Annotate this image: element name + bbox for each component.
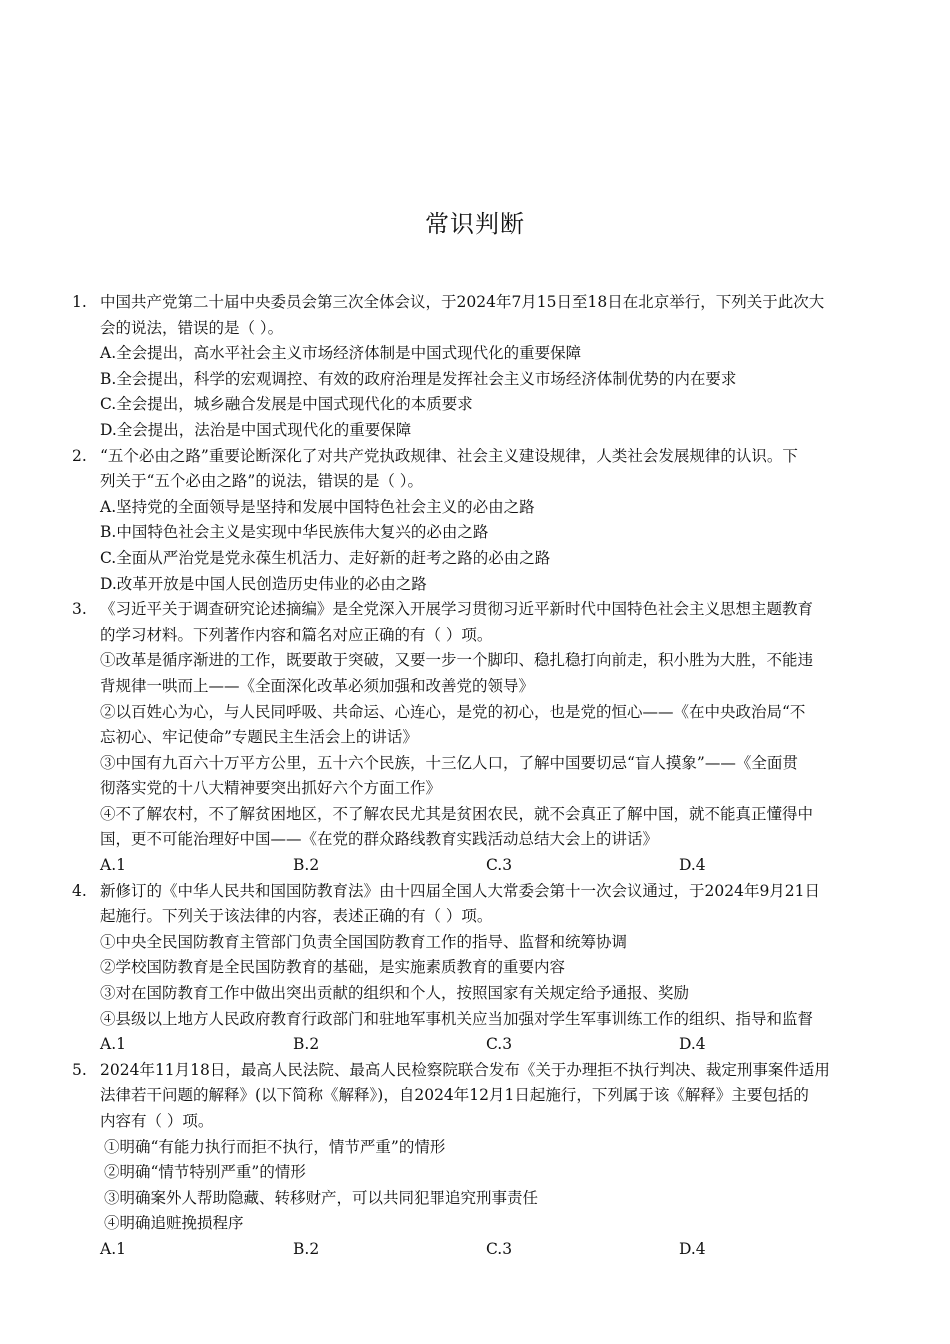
statement-line: ②以百姓心为心，与人民同呼吸、共命运、心连心，是党的初心，也是党的恒心——《在中央政治局“不 bbox=[100, 702, 806, 721]
question-stem-line: 中国共产党第二十届中央委员会第三次全体会议，于2024年7月15日至18日在北京举行，下列关于此次大 bbox=[100, 293, 825, 311]
statement-line: 背规律一哄而上——《全面深化改革必须加强和改善党的领导》 bbox=[100, 676, 535, 695]
question-stem-line: 新修订的《中华人民共和国国防教育法》由十四届全国人大常委会第十一次会议通过，于2024年9月21日 bbox=[100, 881, 821, 900]
choice-row bbox=[100, 1032, 872, 1058]
choice-b: B.2 bbox=[293, 1239, 320, 1258]
question-stem-line: 法律若干问题的解释》(以下简称《解释》)，自2024年12月1日起施行，下列属于该《解释》主要包括的 bbox=[100, 1086, 809, 1105]
choice-a: A.1 bbox=[100, 1035, 126, 1054]
statement-line: ②明确“情节特别严重”的情形 bbox=[104, 1163, 306, 1182]
option-a: A.坚持党的全面领导是坚持和发展中国特色社会主义的必由之路 bbox=[100, 497, 535, 516]
choice-d: D.4 bbox=[679, 1239, 706, 1258]
choice-b: B.2 bbox=[293, 1035, 320, 1054]
statement-line: ②学校国防教育是全民国防教育的基础，是实施素质教育的重要内容 bbox=[100, 958, 566, 977]
choice-c: C.3 bbox=[486, 1035, 513, 1054]
option-b: B.全会提出，科学的宏观调控、有效的政府治理是发挥社会主义市场经济体制优势的内在要求 bbox=[100, 369, 737, 388]
option-d: D.全会提出，法治是中国式现代化的重要保障 bbox=[100, 420, 412, 439]
statement-line: ④不了解农村，不了解贫困地区，不了解农民尤其是贫困农民，就不会真正了解中国，就不能真正懂得中 bbox=[100, 804, 814, 823]
statement-line: ③对在国防教育工作中做出突出贡献的组织和个人，按照国家有关规定给予通报、奖励 bbox=[100, 984, 690, 1003]
question-stem-line: 《习近平关于调查研究论述摘编》是全党深入开展学习贯彻习近平新时代中国特色社会主义思想主题教育 bbox=[100, 600, 814, 619]
option-b: B.中国特色社会主义是实现中华民族伟大复兴的必由之路 bbox=[100, 523, 489, 542]
question-number: 1. bbox=[72, 293, 87, 311]
question-stem-line: 列关于“五个必由之路”的说法，错误的是（ ）。 bbox=[100, 472, 424, 491]
option-a: A.全会提出，高水平社会主义市场经济体制是中国式现代化的重要保障 bbox=[100, 344, 582, 363]
page-title: 常识判断 bbox=[425, 210, 525, 238]
question-number: 5. bbox=[72, 1060, 87, 1079]
question-stem-line: 内容有（ ）项。 bbox=[100, 1112, 214, 1130]
option-c: C.全会提出，城乡融合发展是中国式现代化的本质要求 bbox=[100, 395, 473, 414]
question-stem-line: 会的说法，错误的是（ ）。 bbox=[100, 318, 284, 337]
question-stem-line: 2024年11月18日，最高人民法院、最高人民检察院联合发布《关于办理拒不执行判决、裁定刑事案件适用 bbox=[100, 1060, 830, 1079]
question-4 bbox=[72, 879, 872, 1058]
statement-line: ④明确追赃挽损程序 bbox=[104, 1214, 244, 1233]
statement-line: ③中国有九百六十万平方公里，五十六个民族，十三亿人口，了解中国要切忌“盲人摸象”——《全面贯 bbox=[100, 753, 798, 772]
option-d: D.改革开放是中国人民创造历史伟业的必由之路 bbox=[100, 574, 427, 593]
statement-line: ③明确案外人帮助隐藏、转移财产，可以共同犯罪追究刑事责任 bbox=[104, 1188, 539, 1207]
question-number: 4. bbox=[72, 881, 87, 900]
choice-a: A.1 bbox=[100, 856, 126, 875]
choice-row bbox=[100, 853, 872, 879]
choice-c: C.3 bbox=[486, 1239, 513, 1258]
choice-b: B.2 bbox=[293, 856, 320, 875]
question-number: 2. bbox=[72, 446, 87, 465]
question-number: 3. bbox=[72, 600, 87, 619]
choice-c: C.3 bbox=[486, 856, 513, 875]
choice-d: D.4 bbox=[679, 856, 706, 875]
choice-d: D.4 bbox=[679, 1035, 706, 1054]
question-1 bbox=[72, 290, 872, 444]
question-5 bbox=[72, 1058, 872, 1263]
question-stem-line: “五个必由之路”重要论断深化了对共产党执政规律、社会主义建设规律，人类社会发展规律的认识。下 bbox=[100, 446, 798, 465]
option-c: C.全面从严治党是党永葆生机活力、走好新的赶考之路的必由之路 bbox=[100, 548, 551, 567]
choice-a: A.1 bbox=[100, 1239, 126, 1258]
statement-line: 忘初心、牢记使命”专题民主生活会上的讲话》 bbox=[100, 728, 418, 747]
statement-line: ④县级以上地方人民政府教育行政部门和驻地军事机关应当加强对学生军事训练工作的组织、指导和监督 bbox=[100, 1009, 814, 1028]
statement-line: ①明确“有能力执行而拒不执行，情节严重”的情形 bbox=[104, 1137, 446, 1156]
choice-row bbox=[100, 1237, 872, 1263]
question-3 bbox=[72, 597, 872, 879]
statement-line: 彻落实党的十八大精神要突出抓好六个方面工作》 bbox=[100, 779, 442, 798]
question-stem-line: 起施行。下列关于该法律的内容，表述正确的有（ ）项。 bbox=[100, 907, 493, 926]
question-2 bbox=[72, 444, 872, 598]
statement-line: ①改革是循序渐进的工作，既要敢于突破，又要一步一个脚印、稳扎稳打向前走，积小胜为大胜，不能违 bbox=[100, 651, 814, 670]
question-stem-line: 的学习材料。下列著作内容和篇名对应正确的有（ ）项。 bbox=[100, 625, 493, 644]
statement-line: ①中央全民国防教育主管部门负责全国国防教育工作的指导、监督和统筹协调 bbox=[100, 932, 628, 951]
question-list bbox=[72, 290, 872, 1263]
statement-line: 国，更不可能治理好中国——《在党的群众路线教育实践活动总结大会上的讲话》 bbox=[100, 830, 659, 849]
